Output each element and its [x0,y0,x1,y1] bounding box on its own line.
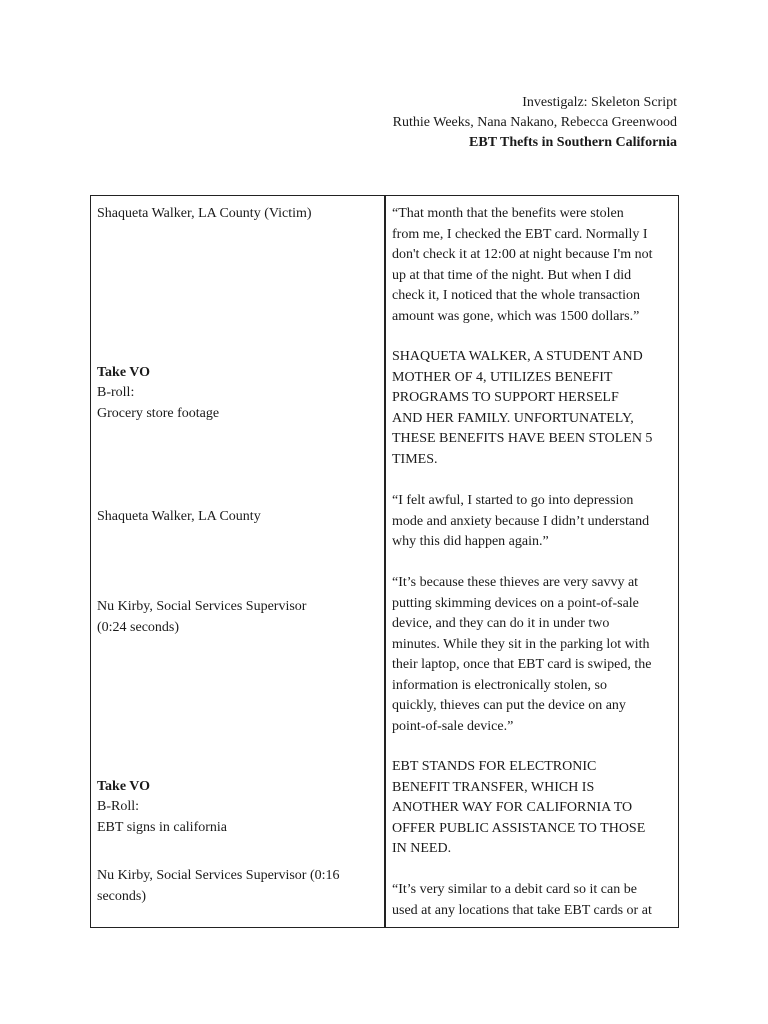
quote-nu-kirby-1: “It’s because these thieves are very savvy at putting skimming devices on a point-of-sale device, and they can do it in under two minutes. While they sit in the parking lot with their laptop, once that EBT card is swiped, the information is electronically stolen, so quickly, thieves can put the device on any point-of-sale device.” [392,575,652,734]
take-vo-cue-2: Take VO [97,779,151,794]
source-shaqueta: Shaqueta Walker, LA County [97,509,261,524]
source-nu-kirby-1: Nu Kirby, Social Services Supervisor (0:24 seconds) [97,599,307,635]
quote-shaqueta-2: “I felt awful, I started to go into depression mode and anxiety because I didn’t understand why this did happen again.” [392,493,650,549]
source-nu-kirby-2: Nu Kirby, Social Services Supervisor (0:16 seconds) [97,868,340,904]
document-title: EBT Thefts in Southern California [469,135,677,150]
source-shaqueta-victim: Shaqueta Walker, LA County (Victim) [97,206,312,221]
quote-nu-kirby-2: “It’s very similar to a debit card so it can be used at any locations that take EBT cards or at [392,882,652,918]
quote-shaqueta-1: “That month that the benefits were stolen from me, I checked the EBT card. Normally I don't check it at 12:00 at night because I'm not up at that time of the night. But when I did check it, I noticed that the whole transaction amount was gone, which was 1500 dollars.” [392,206,653,324]
take-vo-cue: Take VO [97,365,151,380]
left-column-cues [91,196,384,927]
broll-grocery-cue: B-roll: Grocery store footage [97,385,220,421]
project-line: Investigalz: Skeleton Script [522,95,677,110]
broll-ebt-signs-cue: B-Roll: EBT signs in california [97,799,227,835]
two-column-script-table [90,195,679,928]
voiceover-1: SHAQUETA WALKER, A STUDENT AND MOTHER OF 4, UTILIZES BENEFIT PROGRAMS TO SUPPORT HERSELF AND HER FAMILY. UNFORTUNATELY, THESE BENEFITS HAVE BEEN STOLEN 5 TIMES. [392,349,653,467]
right-column-script [386,196,678,927]
script-header [393,93,677,153]
voiceover-2: EBT STANDS FOR ELECTRONIC BENEFIT TRANSFER, WHICH IS ANOTHER WAY FOR CALIFORNIA TO OFFER PUBLIC ASSISTANCE TO THOSE IN NEED. [392,759,646,856]
authors-line: Ruthie Weeks, Nana Nakano, Rebecca Greenwood [392,115,677,130]
